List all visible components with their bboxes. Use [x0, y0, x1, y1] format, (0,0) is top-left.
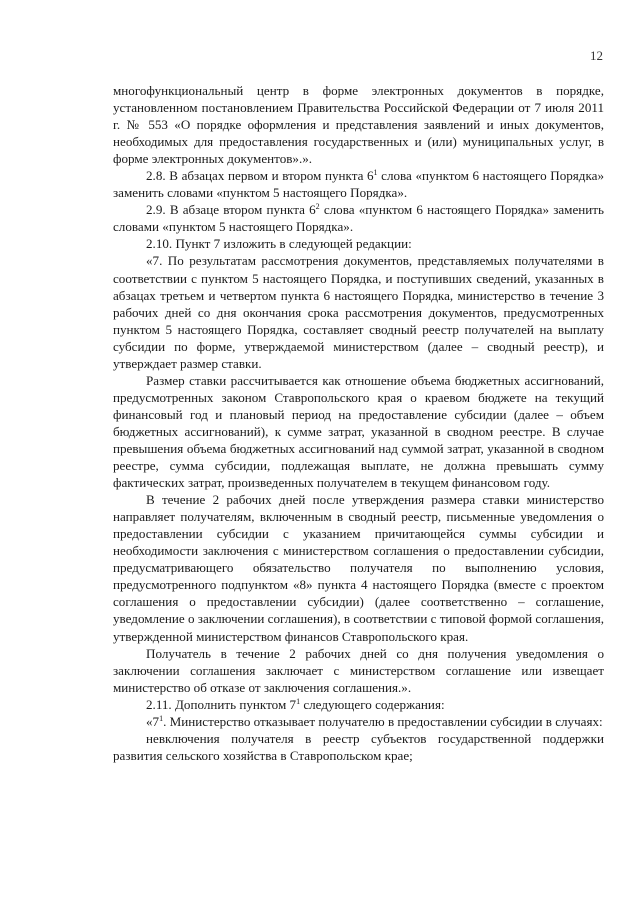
paragraph-text: 2.11. Дополнить пунктом 7 [146, 696, 297, 712]
paragraph [113, 696, 604, 713]
paragraph: В течение 2 рабочих дней после утверждения размера ставки министерство направляет получателям, включенным в сводный реестр, письменные уведомления о предоставлении субсидии с указанием причитающейся суммы субсидии и необходимости заключения с министерством соглашения о предоставлении субсидии, предусматривающего обязательство получателя по выполнению условия, предусмотренного подпунктом «8» пункта 4 настоящего Порядка (вместе с проектом соглашения о предоставлении субсидии) (далее соответственно – соглашение, уведомление о заключении соглашения), в соответствии с типовой формой соглашения, утвержденной министерством финансов Ставропольского края. [113, 492, 605, 644]
paragraph-text: . Министерство отказывает получателю в предоставлении субсидии в случаях: [163, 713, 603, 729]
superscript-index: 1 [159, 713, 164, 723]
superscript-index: 1 [373, 168, 378, 178]
paragraph: невключения получателя в реестр субъектов государственной поддержки развития сельского хозяйства в Ставропольском крае; [113, 730, 604, 763]
document-body [113, 82, 604, 764]
paragraph-text: следующего содержания: [300, 696, 445, 712]
superscript-index: 2 [315, 202, 320, 212]
paragraph: многофункциональный центр в форме электронных документов в порядке, установленном постановлением Правительства Российской Федерации от 7 июля 2011 г. № 553 «О порядке оформления и представления заявлений и иных документов, необходимых для предоставления государственных и (или) муниципальных услуг, в форме электронных документов».». [113, 83, 604, 167]
paragraph-text: 2.8. В абзацах первом и втором пункта 6 [146, 168, 374, 184]
paragraph: Получатель в течение 2 рабочих дней со дня получения уведомления о заключении соглашения заключает с министерством соглашение или извещает министерство об отказе от заключения соглашения.». [113, 645, 604, 695]
page-number: 12 [590, 48, 603, 63]
paragraph: Размер ставки рассчитывается как отношение объема бюджетных ассигнований, предусмотренных законом Ставропольского края о краевом бюджете на текущий финансовый год и плановый период на предоставление субсидии (далее – объем бюджетных ассигнований), к сумме затрат, указанной в сводном реестре. В случае превышения объема бюджетных ассигнований над суммой затрат, указанной в сводном реестре, сумма субсидии, подлежащая выплате, не должна превышать сумму фактических затрат, произведенных получателем в текущем финансовом году. [113, 372, 604, 491]
paragraph-text: слова «пунктом 6 настоящего Порядка» заменить словами «пунктом 5 настоящего Порядка». [113, 202, 604, 235]
paragraph [113, 713, 604, 730]
paragraph: «7. По результатам рассмотрения документов, представляемых получателями в соответствии с пунктом 5 настоящего Порядка, и поступивших сведений, указанных в абзацах третьем и четвертом пункта 6 настоящего Порядка, министерство в течение 3 рабочих дней со дня окончания срока рассмотрения документов, предусмотренных пунктом 5 настоящего Порядка, составляет сводный реестр получателей на выплату субсидии по форме, утверждаемой министерством (далее – сводный реестр), и утверждает размер ставки. [113, 253, 604, 371]
paragraph [113, 167, 604, 201]
superscript-index: 1 [296, 696, 301, 706]
paragraph-text: 2.9. В абзаце втором пункта 6 [146, 202, 316, 218]
paragraph: 2.10. Пункт 7 изложить в следующей редакции: [146, 236, 412, 252]
paragraph-text: «7 [146, 713, 160, 729]
paragraph [113, 201, 604, 235]
paragraph-text: слова «пунктом 6 настоящего Порядка» заменить словами «пунктом 5 настоящего Порядка». [113, 168, 604, 201]
